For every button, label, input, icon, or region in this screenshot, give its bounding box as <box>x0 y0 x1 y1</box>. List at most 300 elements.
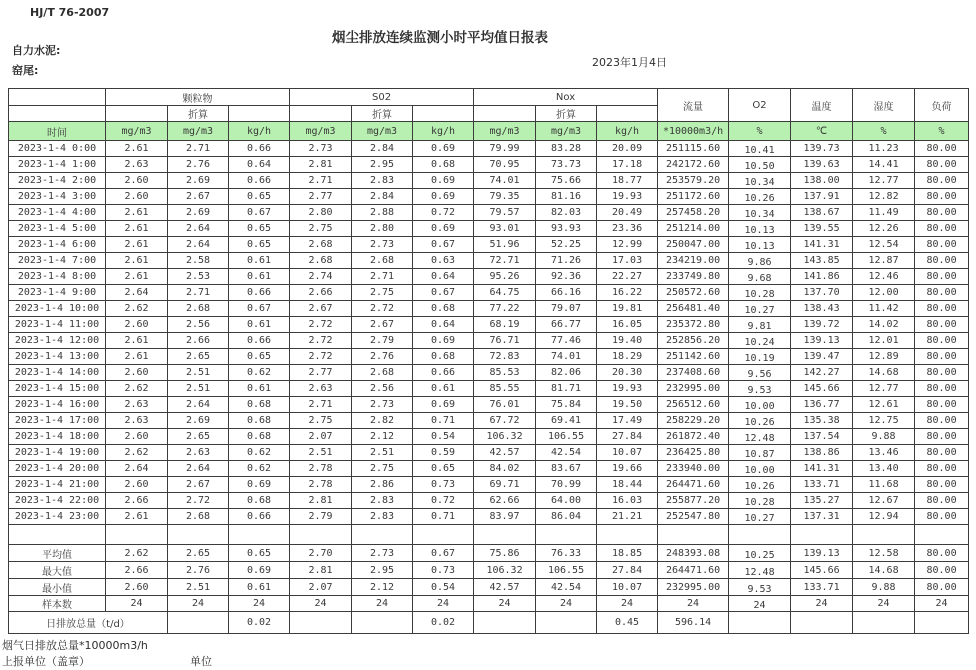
summary-value-cell: 2.76 <box>168 562 229 579</box>
value-cell: 141.31 <box>791 461 853 477</box>
summary-value-cell: 2.81 <box>290 562 352 579</box>
time-cell: 2023-1-4 8:00 <box>9 269 106 285</box>
summary-value-cell: 106.55 <box>536 562 597 579</box>
value-cell: 252856.20 <box>658 333 729 349</box>
value-cell: 2.75 <box>352 461 413 477</box>
value-cell: 0.68 <box>229 493 290 509</box>
value-cell: 0.62 <box>229 461 290 477</box>
value-cell: 2.75 <box>352 285 413 301</box>
daily-total-value-cell <box>853 612 915 634</box>
table-row <box>9 445 969 461</box>
value-cell: 2.66 <box>168 333 229 349</box>
value-cell: 10.00 <box>729 397 791 413</box>
summary-value-cell: 264471.60 <box>658 562 729 579</box>
value-cell: 2.62 <box>106 445 168 461</box>
summary-value-cell: 145.66 <box>791 562 853 579</box>
value-cell: 18.29 <box>597 349 658 365</box>
value-cell: 264471.60 <box>658 477 729 493</box>
value-cell: 2.63 <box>106 397 168 413</box>
value-cell: 74.01 <box>474 173 536 189</box>
value-cell: 80.00 <box>915 365 969 381</box>
daily-total-value-cell <box>352 612 413 634</box>
value-cell: 12.77 <box>853 381 915 397</box>
table-row <box>9 477 969 493</box>
value-cell: 72.83 <box>474 349 536 365</box>
summary-value-cell: 0.73 <box>413 562 474 579</box>
value-cell: 11.68 <box>853 477 915 493</box>
daily-total-value-cell <box>729 612 791 634</box>
value-cell: 14.02 <box>853 317 915 333</box>
value-cell: 10.34 <box>729 205 791 221</box>
value-cell: 0.54 <box>413 429 474 445</box>
value-cell: 10.13 <box>729 221 791 237</box>
unit-cell: mg/m3 <box>352 122 413 141</box>
group-humidity: 湿度 <box>853 89 915 122</box>
value-cell: 12.01 <box>853 333 915 349</box>
unit-cell: % <box>729 122 791 141</box>
value-cell: 143.85 <box>791 253 853 269</box>
empty-cell <box>106 106 168 122</box>
time-cell: 2023-1-4 12:00 <box>9 333 106 349</box>
table-body <box>9 141 969 634</box>
summary-value-cell: 2.73 <box>352 545 413 562</box>
value-cell: 2.72 <box>290 317 352 333</box>
value-cell: 10.27 <box>729 301 791 317</box>
value-cell: 21.21 <box>597 509 658 525</box>
summary-value-cell: 76.33 <box>536 545 597 562</box>
value-cell: 20.49 <box>597 205 658 221</box>
value-cell: 2.66 <box>290 285 352 301</box>
summary-value-cell: 2.66 <box>106 562 168 579</box>
value-cell: 2.62 <box>106 381 168 397</box>
value-cell: 106.55 <box>536 429 597 445</box>
value-cell: 2.75 <box>290 413 352 429</box>
value-cell: 11.49 <box>853 205 915 221</box>
value-cell: 12.54 <box>853 237 915 253</box>
summary-value-cell: 133.71 <box>791 579 853 596</box>
value-cell: 2.73 <box>352 397 413 413</box>
value-cell: 2.95 <box>352 157 413 173</box>
summary-value-cell: 0.65 <box>229 545 290 562</box>
empty-cell <box>413 525 474 545</box>
unit-cell: mg/m3 <box>290 122 352 141</box>
value-cell: 135.38 <box>791 413 853 429</box>
group-so2: S02 <box>290 89 474 106</box>
value-cell: 10.07 <box>597 445 658 461</box>
value-cell: 2.07 <box>290 429 352 445</box>
value-cell: 0.69 <box>229 477 290 493</box>
value-cell: 2.63 <box>106 413 168 429</box>
value-cell: 138.00 <box>791 173 853 189</box>
summary-value-cell: 2.12 <box>352 579 413 596</box>
value-cell: 2.67 <box>168 189 229 205</box>
group-flow: 流量 <box>658 89 729 122</box>
value-cell: 0.67 <box>413 285 474 301</box>
value-cell: 0.61 <box>229 381 290 397</box>
table-row <box>9 509 969 525</box>
value-cell: 79.07 <box>536 301 597 317</box>
summary-value-cell: 24 <box>658 596 729 612</box>
time-cell: 2023-1-4 16:00 <box>9 397 106 413</box>
daily-total-row <box>9 612 969 634</box>
empty-cell <box>474 525 536 545</box>
value-cell: 2.69 <box>168 173 229 189</box>
value-cell: 80.00 <box>915 493 969 509</box>
value-cell: 51.96 <box>474 237 536 253</box>
table-row <box>9 429 969 445</box>
empty-cell <box>474 106 536 122</box>
summary-value-cell: 24 <box>791 596 853 612</box>
summary-value-cell: 10.25 <box>729 545 791 562</box>
empty-cell <box>597 525 658 545</box>
value-cell: 2.71 <box>352 269 413 285</box>
value-cell: 0.71 <box>413 413 474 429</box>
value-cell: 80.00 <box>915 173 969 189</box>
summary-value-cell: 80.00 <box>915 562 969 579</box>
time-cell: 2023-1-4 9:00 <box>9 285 106 301</box>
summary-value-cell: 24 <box>168 596 229 612</box>
value-cell: 2.76 <box>352 349 413 365</box>
time-cell: 2023-1-4 15:00 <box>9 381 106 397</box>
value-cell: 80.00 <box>915 253 969 269</box>
value-cell: 0.69 <box>413 173 474 189</box>
value-cell: 141.31 <box>791 237 853 253</box>
value-cell: 80.00 <box>915 477 969 493</box>
value-cell: 0.68 <box>413 157 474 173</box>
value-cell: 10.26 <box>729 477 791 493</box>
empty-cell <box>290 106 352 122</box>
value-cell: 2.69 <box>168 205 229 221</box>
value-cell: 2.86 <box>352 477 413 493</box>
summary-value-cell: 0.67 <box>413 545 474 562</box>
value-cell: 2.53 <box>168 269 229 285</box>
value-cell: 0.63 <box>413 253 474 269</box>
daily-total-value-cell <box>791 612 853 634</box>
summary-value-cell: 139.13 <box>791 545 853 562</box>
value-cell: 2.79 <box>290 509 352 525</box>
empty-cell <box>9 525 106 545</box>
value-cell: 0.61 <box>413 381 474 397</box>
summary-value-cell: 24 <box>536 596 597 612</box>
value-cell: 10.19 <box>729 349 791 365</box>
table-row <box>9 413 969 429</box>
value-cell: 252547.80 <box>658 509 729 525</box>
value-cell: 73.73 <box>536 157 597 173</box>
value-cell: 2.62 <box>106 301 168 317</box>
summary-value-cell: 80.00 <box>915 545 969 562</box>
value-cell: 234219.00 <box>658 253 729 269</box>
value-cell: 10.27 <box>729 509 791 525</box>
value-cell: 2.78 <box>290 461 352 477</box>
value-cell: 2.69 <box>168 413 229 429</box>
value-cell: 0.72 <box>413 493 474 509</box>
value-cell: 2.72 <box>290 349 352 365</box>
value-cell: 0.68 <box>229 397 290 413</box>
value-cell: 80.00 <box>915 237 969 253</box>
summary-value-cell: 2.60 <box>106 579 168 596</box>
company-label: 自力水泥: <box>12 44 61 57</box>
value-cell: 42.57 <box>474 445 536 461</box>
daily-total-value-cell <box>290 612 352 634</box>
page-title: 烟尘排放连续监测小时平均值日报表 <box>332 30 548 46</box>
value-cell: 2.76 <box>168 157 229 173</box>
time-cell: 2023-1-4 21:00 <box>9 477 106 493</box>
value-cell: 9.88 <box>853 429 915 445</box>
value-cell: 2.65 <box>168 349 229 365</box>
summary-value-cell: 10.07 <box>597 579 658 596</box>
table-row <box>9 493 969 509</box>
value-cell: 139.63 <box>791 157 853 173</box>
value-cell: 0.66 <box>229 141 290 157</box>
empty-cell <box>229 525 290 545</box>
value-cell: 0.69 <box>413 141 474 157</box>
value-cell: 2.72 <box>352 301 413 317</box>
empty-cell <box>915 525 969 545</box>
value-cell: 138.43 <box>791 301 853 317</box>
value-cell: 69.41 <box>536 413 597 429</box>
value-cell: 19.81 <box>597 301 658 317</box>
value-cell: 2.51 <box>290 445 352 461</box>
value-cell: 12.00 <box>853 285 915 301</box>
value-cell: 9.86 <box>729 253 791 269</box>
table-row <box>9 237 969 253</box>
value-cell: 141.86 <box>791 269 853 285</box>
time-cell: 2023-1-4 18:00 <box>9 429 106 445</box>
value-cell: 76.01 <box>474 397 536 413</box>
value-cell: 0.68 <box>229 413 290 429</box>
value-cell: 0.66 <box>229 285 290 301</box>
value-cell: 2.68 <box>290 253 352 269</box>
summary-row <box>9 579 969 596</box>
value-cell: 135.27 <box>791 493 853 509</box>
value-cell: 2.60 <box>106 173 168 189</box>
value-cell: 81.71 <box>536 381 597 397</box>
summary-value-cell: 24 <box>729 596 791 612</box>
value-cell: 261872.40 <box>658 429 729 445</box>
empty-cell <box>536 525 597 545</box>
value-cell: 62.66 <box>474 493 536 509</box>
value-cell: 16.22 <box>597 285 658 301</box>
group-nox: Nox <box>474 89 658 106</box>
value-cell: 2.72 <box>168 493 229 509</box>
value-cell: 0.65 <box>229 349 290 365</box>
summary-value-cell: 2.95 <box>352 562 413 579</box>
value-cell: 2.68 <box>290 237 352 253</box>
value-cell: 2.63 <box>290 381 352 397</box>
location-label: 窑尾: <box>12 64 39 77</box>
value-cell: 0.66 <box>229 333 290 349</box>
value-cell: 80.00 <box>915 285 969 301</box>
value-cell: 80.00 <box>915 413 969 429</box>
value-cell: 232995.00 <box>658 381 729 397</box>
value-cell: 10.24 <box>729 333 791 349</box>
value-cell: 2.71 <box>168 285 229 301</box>
value-cell: 80.00 <box>915 205 969 221</box>
summary-label-cell: 样本数 <box>9 596 106 612</box>
value-cell: 19.66 <box>597 461 658 477</box>
value-cell: 9.81 <box>729 317 791 333</box>
empty-cell <box>290 525 352 545</box>
time-cell: 2023-1-4 0:00 <box>9 141 106 157</box>
value-cell: 80.00 <box>915 317 969 333</box>
value-cell: 2.80 <box>352 221 413 237</box>
value-cell: 64.75 <box>474 285 536 301</box>
value-cell: 13.46 <box>853 445 915 461</box>
table-row <box>9 205 969 221</box>
summary-value-cell: 2.65 <box>168 545 229 562</box>
value-cell: 0.67 <box>413 237 474 253</box>
value-cell: 68.19 <box>474 317 536 333</box>
table-row <box>9 269 969 285</box>
value-cell: 18.44 <box>597 477 658 493</box>
value-cell: 70.95 <box>474 157 536 173</box>
value-cell: 19.93 <box>597 381 658 397</box>
value-cell: 0.65 <box>229 237 290 253</box>
value-cell: 77.22 <box>474 301 536 317</box>
summary-value-cell: 24 <box>597 596 658 612</box>
table-row <box>9 285 969 301</box>
value-cell: 133.71 <box>791 477 853 493</box>
value-cell: 0.65 <box>413 461 474 477</box>
value-cell: 139.47 <box>791 349 853 365</box>
table-row <box>9 189 969 205</box>
value-cell: 0.69 <box>413 333 474 349</box>
value-cell: 12.75 <box>853 413 915 429</box>
summary-value-cell: 12.48 <box>729 562 791 579</box>
value-cell: 19.40 <box>597 333 658 349</box>
summary-label-cell: 最小值 <box>9 579 106 596</box>
value-cell: 2.61 <box>106 237 168 253</box>
value-cell: 75.66 <box>536 173 597 189</box>
group-header-row <box>9 89 969 106</box>
value-cell: 0.73 <box>413 477 474 493</box>
unit-cell: % <box>915 122 969 141</box>
value-cell: 80.00 <box>915 429 969 445</box>
summary-value-cell: 18.85 <box>597 545 658 562</box>
value-cell: 10.00 <box>729 461 791 477</box>
summary-value-cell: 2.62 <box>106 545 168 562</box>
value-cell: 0.65 <box>229 221 290 237</box>
value-cell: 2.68 <box>352 253 413 269</box>
table-row <box>9 333 969 349</box>
value-cell: 9.68 <box>729 269 791 285</box>
value-cell: 2.72 <box>290 333 352 349</box>
value-cell: 2.12 <box>352 429 413 445</box>
value-cell: 253579.20 <box>658 173 729 189</box>
value-cell: 86.04 <box>536 509 597 525</box>
value-cell: 251214.00 <box>658 221 729 237</box>
summary-value-cell: 24 <box>915 596 969 612</box>
value-cell: 19.50 <box>597 397 658 413</box>
value-cell: 233940.00 <box>658 461 729 477</box>
value-cell: 250572.60 <box>658 285 729 301</box>
empty-cell <box>853 525 915 545</box>
value-cell: 250047.00 <box>658 237 729 253</box>
time-cell: 2023-1-4 20:00 <box>9 461 106 477</box>
value-cell: 80.00 <box>915 301 969 317</box>
value-cell: 0.66 <box>229 509 290 525</box>
value-cell: 12.46 <box>853 269 915 285</box>
summary-value-cell: 27.84 <box>597 562 658 579</box>
value-cell: 0.67 <box>229 205 290 221</box>
value-cell: 12.26 <box>853 221 915 237</box>
value-cell: 80.00 <box>915 509 969 525</box>
value-cell: 80.00 <box>915 349 969 365</box>
value-cell: 2.60 <box>106 189 168 205</box>
value-cell: 22.27 <box>597 269 658 285</box>
value-cell: 2.61 <box>106 141 168 157</box>
value-cell: 18.77 <box>597 173 658 189</box>
unit-cell: mg/m3 <box>474 122 536 141</box>
value-cell: 23.36 <box>597 221 658 237</box>
value-cell: 251142.60 <box>658 349 729 365</box>
daily-total-value-cell: 0.02 <box>229 612 290 634</box>
value-cell: 80.00 <box>915 157 969 173</box>
value-cell: 257458.20 <box>658 205 729 221</box>
value-cell: 2.68 <box>352 365 413 381</box>
value-cell: 85.53 <box>474 365 536 381</box>
flue-gas-total-note: 烟气日排放总量*10000m3/h <box>2 639 148 652</box>
empty-cell <box>352 525 413 545</box>
time-cell: 2023-1-4 14:00 <box>9 365 106 381</box>
value-cell: 0.69 <box>413 221 474 237</box>
value-cell: 93.01 <box>474 221 536 237</box>
value-cell: 80.00 <box>915 189 969 205</box>
value-cell: 2.83 <box>352 509 413 525</box>
time-cell: 2023-1-4 13:00 <box>9 349 106 365</box>
summary-value-cell: 106.32 <box>474 562 536 579</box>
unit-cell: kg/h <box>413 122 474 141</box>
value-cell: 0.64 <box>413 317 474 333</box>
value-cell: 80.00 <box>915 397 969 413</box>
value-cell: 83.67 <box>536 461 597 477</box>
standard-number: HJ/T 76-2007 <box>30 6 110 19</box>
value-cell: 137.31 <box>791 509 853 525</box>
converted-label-pm: 折算 <box>168 106 229 122</box>
summary-value-cell: 80.00 <box>915 579 969 596</box>
time-cell: 2023-1-4 17:00 <box>9 413 106 429</box>
value-cell: 80.00 <box>915 221 969 237</box>
value-cell: 2.63 <box>106 157 168 173</box>
value-cell: 2.84 <box>352 141 413 157</box>
empty-cell <box>658 525 729 545</box>
value-cell: 138.67 <box>791 205 853 221</box>
value-cell: 139.73 <box>791 141 853 157</box>
time-cell: 2023-1-4 5:00 <box>9 221 106 237</box>
value-cell: 10.50 <box>729 157 791 173</box>
summary-value-cell: 0.69 <box>229 562 290 579</box>
summary-value-cell: 24 <box>853 596 915 612</box>
units-header-row <box>9 122 969 141</box>
summary-value-cell: 24 <box>352 596 413 612</box>
daily-total-value-cell <box>474 612 536 634</box>
daily-total-value-cell <box>168 612 229 634</box>
value-cell: 66.77 <box>536 317 597 333</box>
summary-value-cell: 2.07 <box>290 579 352 596</box>
value-cell: 79.35 <box>474 189 536 205</box>
value-cell: 0.61 <box>229 269 290 285</box>
value-cell: 13.40 <box>853 461 915 477</box>
value-cell: 2.64 <box>106 285 168 301</box>
summary-value-cell: 9.53 <box>729 579 791 596</box>
value-cell: 17.49 <box>597 413 658 429</box>
value-cell: 82.06 <box>536 365 597 381</box>
value-cell: 2.60 <box>106 365 168 381</box>
summary-value-cell: 24 <box>106 596 168 612</box>
value-cell: 14.68 <box>853 365 915 381</box>
value-cell: 84.02 <box>474 461 536 477</box>
summary-label-cell: 最大值 <box>9 562 106 579</box>
